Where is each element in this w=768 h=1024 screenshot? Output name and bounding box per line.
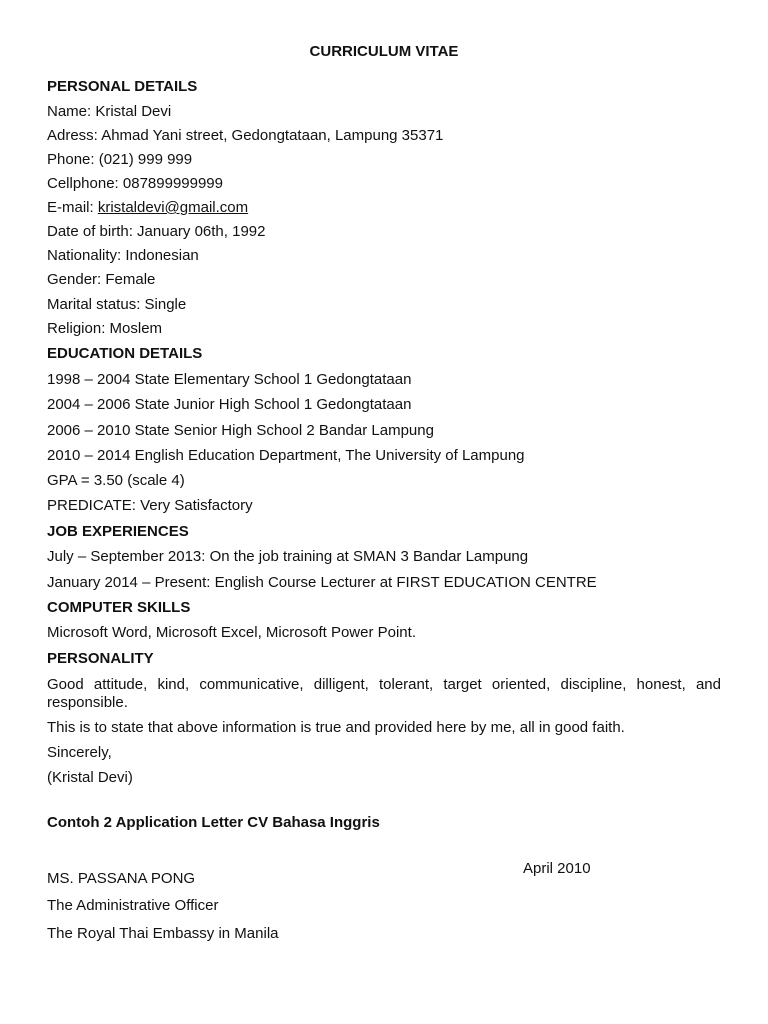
education-item: 2006 – 2010 State Senior High School 2 Bandar Lampung — [47, 422, 434, 439]
personality-heading: PERSONALITY — [47, 650, 154, 667]
job-item: January 2014 – Present: English Course Lecturer at FIRST EDUCATION CENTRE — [47, 574, 597, 591]
document-title: CURRICULUM VITAE — [309, 43, 459, 60]
address-line: Adress: Ahmad Yani street, Gedongtataan, Lampung 35371 — [47, 127, 444, 144]
recipient-title: The Administrative Officer — [47, 897, 219, 914]
signature-name: (Kristal Devi) — [47, 769, 133, 786]
closing-text: Sincerely, — [47, 744, 112, 761]
email-label: E-mail: — [47, 199, 98, 216]
cellphone-line: Cellphone: 087899999999 — [47, 175, 223, 192]
statement-text: This is to state that above information is true and provided here by me, all in good faith. — [47, 719, 625, 736]
education-item: 1998 – 2004 State Elementary School 1 Gedongtataan — [47, 371, 412, 388]
gpa-line: GPA = 3.50 (scale 4) — [47, 472, 185, 489]
personal-details-heading: PERSONAL DETAILS — [47, 78, 198, 95]
computer-skills-heading: COMPUTER SKILLS — [47, 599, 191, 616]
job-experiences-heading: JOB EXPERIENCES — [47, 523, 189, 540]
predicate-line: PREDICATE: Very Satisfactory — [47, 497, 253, 514]
education-item: 2010 – 2014 English Education Department, The University of Lampung — [47, 447, 525, 464]
education-heading: EDUCATION DETAILS — [47, 345, 203, 362]
letter-date: April 2010 — [523, 860, 591, 877]
name-line: Name: Kristal Devi — [47, 103, 172, 120]
nationality-line: Nationality: Indonesian — [47, 247, 199, 264]
education-item: 2004 – 2006 State Junior High School 1 Gedongtataan — [47, 396, 412, 413]
job-item: July – September 2013: On the job training at SMAN 3 Bandar Lampung — [47, 548, 529, 565]
phone-line: Phone: (021) 999 999 — [47, 151, 193, 168]
recipient-name: MS. PASSANA PONG — [47, 870, 196, 887]
email-link[interactable]: kristaldevi@gmail.com — [97, 199, 249, 216]
religion-line: Religion: Moslem — [47, 320, 163, 337]
personality-text: Good attitude, kind, communicative, dilligent, tolerant, target oriented, discipline, honest, and responsible. — [47, 676, 721, 711]
letter-heading: Contoh 2 Application Letter CV Bahasa Inggris — [47, 814, 380, 831]
computer-skills-text: Microsoft Word, Microsoft Excel, Microsoft Power Point. — [47, 624, 416, 641]
email-line — [47, 199, 248, 217]
dob-line: Date of birth: January 06th, 1992 — [47, 223, 266, 240]
marital-status-line: Marital status: Single — [47, 296, 187, 313]
recipient-organization: The Royal Thai Embassy in Manila — [47, 925, 279, 942]
gender-line: Gender: Female — [47, 271, 156, 288]
